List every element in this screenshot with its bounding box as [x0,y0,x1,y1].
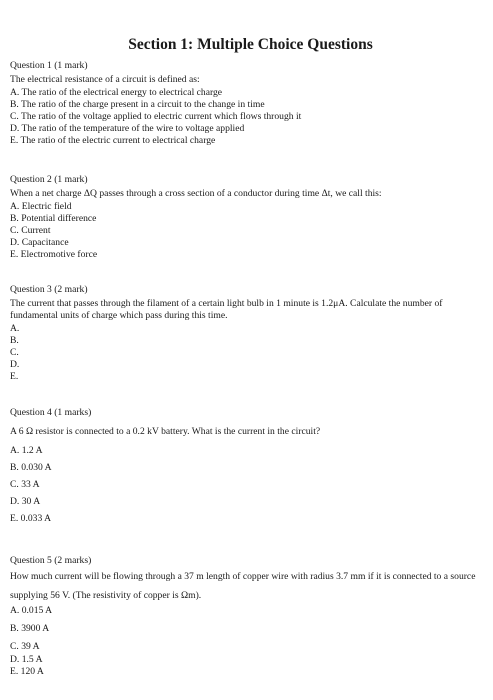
question-heading: Question 2 (1 mark) [10,174,88,185]
option-c: C. Current [10,225,51,236]
section-title: Section 1: Multiple Choice Questions [128,36,373,53]
option-e: E. 0.033 A [10,513,52,524]
option-b: B. The ratio of the charge present in a circuit to the change in time [10,99,265,110]
option-d: D. 1.5 A [10,654,43,665]
question-4 [10,407,483,530]
question-text: The electrical resistance of a circuit is defined as: [10,74,200,85]
question-text: A 6 Ω resistor is connected to a 0.2 kV battery. What is the current in the circuit? [10,426,321,437]
option-a: A. Electric field [10,201,72,212]
option-a: A. 1.2 A [10,445,43,456]
question-5 [10,555,483,678]
question-heading: Question 4 (1 marks) [10,407,92,418]
option-e: E. Electromotive force [10,249,98,260]
option-d: D. 30 A [10,496,41,507]
option-e: E. The ratio of the electric current to electrical charge [10,135,216,146]
option-b: B. Potential difference [10,213,97,224]
question-heading: Question 3 (2 mark) [10,284,88,295]
option-a: A. 0.015 A [10,605,53,616]
option-b: B. 0.030 A [10,462,52,473]
option-d: D. Capacitance [10,237,69,248]
option-a: A. The ratio of the electrical energy to electrical charge [10,87,223,98]
option-d: D. The ratio of the temperature of the wire to voltage applied [10,123,245,134]
question-heading: Question 5 (2 marks) [10,555,92,566]
option-c: C. 33 A [10,479,40,490]
option-b: B. 3900 A [10,623,50,634]
question-text: The current that passes through the filament of a certain light bulb in 1 minute is 1.2μA. Calculate the number of fundamental units of charge which pass during this time. [10,298,443,321]
option-c: C. [10,347,19,358]
question-text: How much current will be flowing through a 37 m length of copper wire with radius 3.7 mm if it is connected to a source supplying 56 V. (The resistivity of copper is Ωm). [10,571,476,601]
option-b: B. [10,335,19,346]
option-a: A. [10,323,20,334]
option-c: C. The ratio of the voltage applied to electric current which flows through it [10,111,302,122]
question-3 [10,284,483,383]
question-text: When a net charge ΔQ passes through a cross section of a conductor during time Δt, we call this: [10,188,382,199]
question-heading: Question 1 (1 mark) [10,60,88,71]
option-e: E. [10,371,19,382]
option-d: D. [10,359,20,370]
option-c: C. 39 A [10,641,40,652]
option-e: E. 120 A [10,666,44,677]
question-2 [10,174,483,261]
question-1 [10,60,483,147]
